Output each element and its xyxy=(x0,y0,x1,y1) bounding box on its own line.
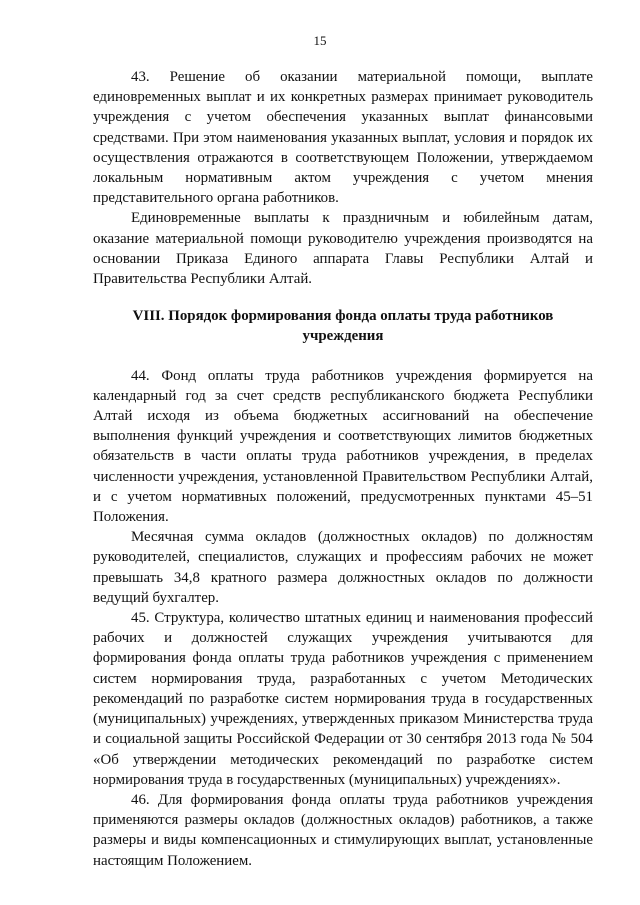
paragraph-monthly-salary-sum: Месячная сумма окладов (должностных окладов) по должностям руководителей, специалистов, служащих и профессиям рабочих не может превышать 34,8 кратного размера должностных окладов по должности ведущий бухгалтер. xyxy=(93,529,593,606)
section-heading-line-2: учреждения xyxy=(302,328,384,345)
document-body xyxy=(93,67,593,871)
paragraph-46: 46. Для формирования фонда оплаты труда работников учреждения применяются размеры окладов (должностных окладов) работников, а также размеры и виды компенсационных и стимулирующих выплат, установленные настоящим Положением. xyxy=(93,791,593,869)
paragraph-44: 44. Фонд оплаты труда работников учреждения формируется на календарный год за счет средств республиканского бюджета Республики Алтай исходя из объема бюджетных ассигнований на обеспечение выполнения функций учреждения и соответствующих лимитов бюджетных обязательств в части оплаты труда работников учреждения, в пределах численности учреждения, установленной Правительством Республики Алтай, и с учетом нормативных положений, предусмотренных пунктами 45–51 Положения. xyxy=(93,367,593,526)
paragraph-one-time-payments: Единовременные выплаты к праздничным и юбилейным датам, оказание материальной помощи руководителю учреждения производятся на основании Приказа Единого аппарата Главы Республики Алтай и Правительства Республики Алтай. xyxy=(93,210,593,288)
page-number: 15 xyxy=(313,33,327,48)
section-heading-line-1: VIII. Порядок формирования фонда оплаты труда работников xyxy=(132,308,554,325)
paragraph-43: 43. Решение об оказании материальной помощи, выплате единовременных выплат и их конкретных размерах принимает руководитель учреждения с учетом обеспечения указанных выплат финансовыми средствами. При этом наименования указанных выплат, условия и порядок их осуществления отражаются в соответствующем Положении, утверждаемом локальным нормативным актом учреждения с учетом мнения представительного органа работников. xyxy=(93,69,593,207)
section-heading-viii xyxy=(93,306,593,346)
paragraph-45: 45. Структура, количество штатных единиц и наименования профессий рабочих и должностей служащих учреждения учитываются для формирования фонда оплаты труда работников учреждения с применением систем нормирования труда, разработанных с учетом Методических рекомендаций по разработке систем нормирования труда в государственных (муниципальных) учреждениях, утвержденных приказом Министерства труда и социальной защиты Российской Федерации от 30 сентября 2013 года № 504 «Об утверждении методических рекомендаций по разработке систем нормирования труда в государственных (муниципальных) учреждениях». xyxy=(93,610,593,788)
